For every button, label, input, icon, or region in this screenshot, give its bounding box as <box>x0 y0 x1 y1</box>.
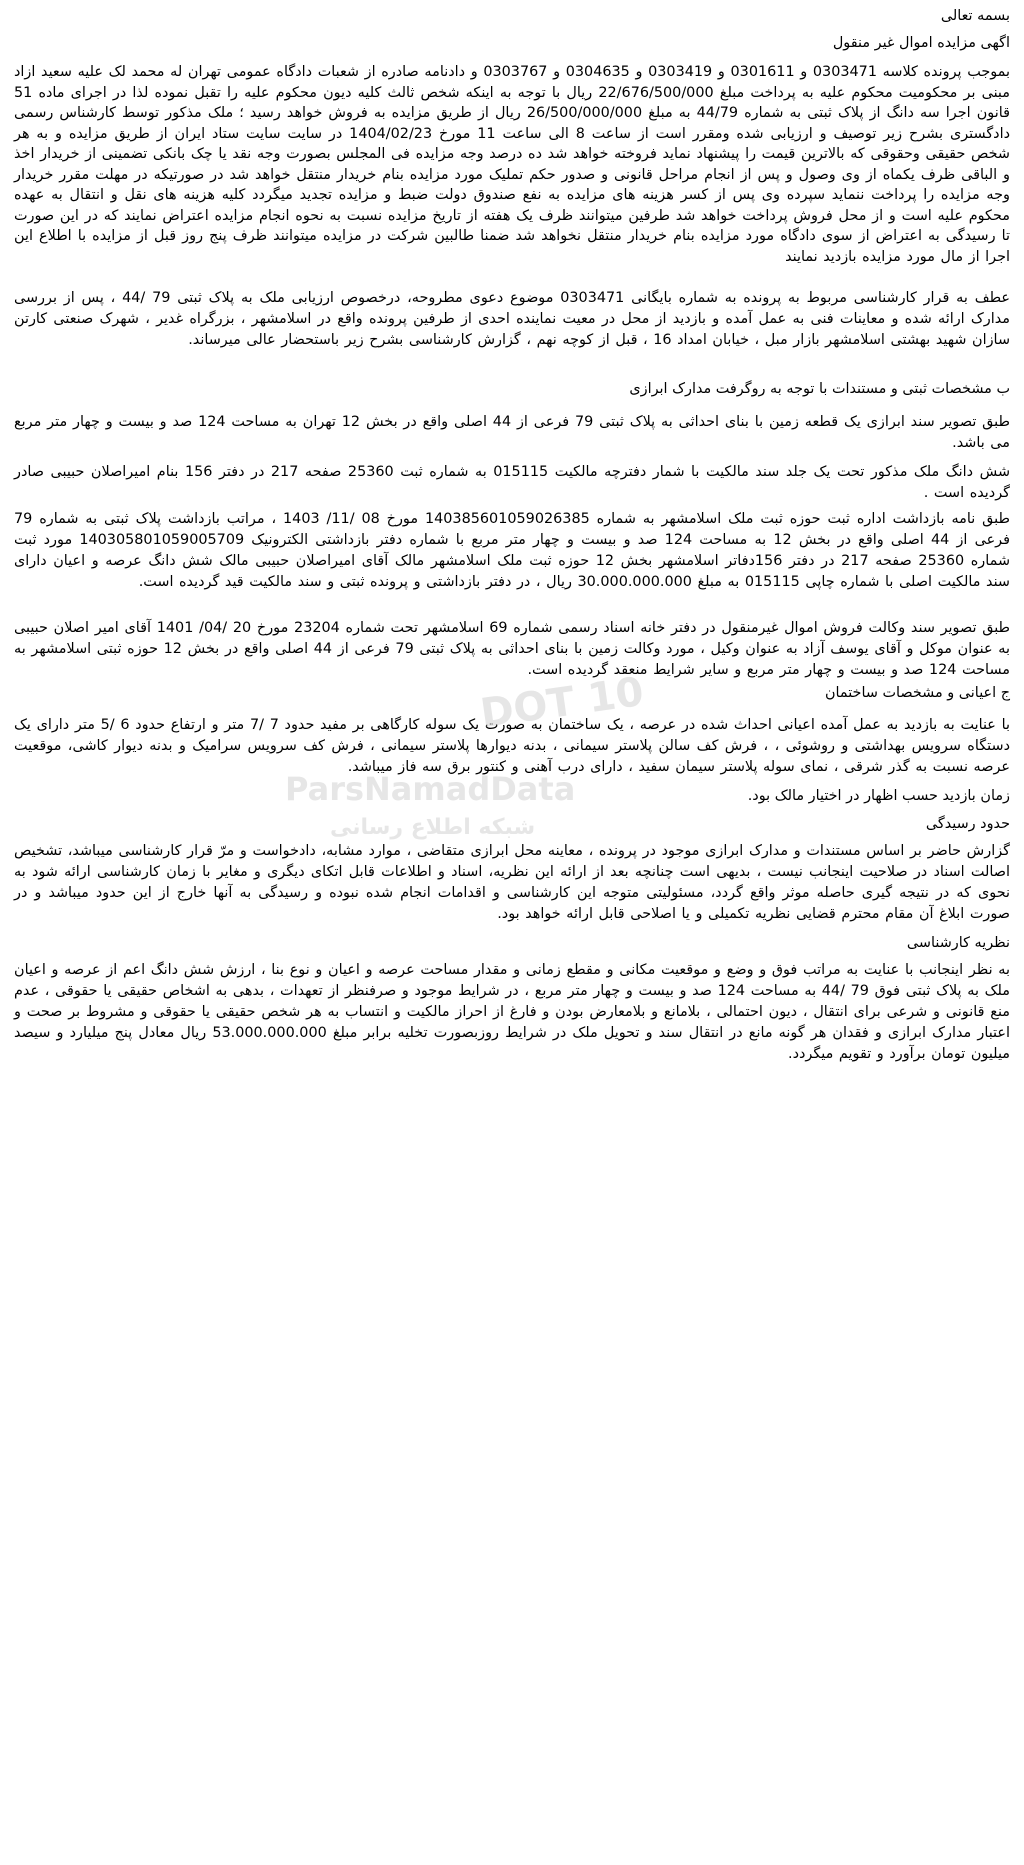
section-b-paragraph-2: شش دانگ ملک مذکور تحت یک جلد سند مالکیت با شمار دفترچه مالکیت 015115 به شماره ثبت 25360 صفحه 217 در دفتر 156 بنام امیراصلان حبیبی صادر گردیده است . <box>14 464 1010 501</box>
section-c-paragraph: با عنایت به بازدید به عمل آمده اعیانی احداث شده در عرصه ، یک ساختمان به صورت یک سوله کارگاهی بر مفید حدود 7 /7 متر و ارتفاع حدود 6 /5 متر دارای یک دستگاه سرویس بهداشتی و روشوئی ، ، فرش کف سالن پلاستر سیمانی ، بدنه دیوارها پلاستر سیمانی ، فرش کف سرویس سرامیک و بدنه دیوار کاشی، موقعیت عرصه نسبت به گذر شرقی ، نمای سوله پلاستر سیمان سفید ، دارای درب آهنی و کنتور برق سه فاز میباشد. <box>14 717 1010 775</box>
scope-paragraph: گزارش حاضر بر اساس مستندات و مدارک ابرازی موجود در پرونده ، معاینه محل ابرازی متقاضی ، موارد مشابه، دادخواست و مرّ قرار کارشناسی میباشد، تشخیص اصالت اسناد در صلاحیت اینجانب نیست ، بدیهی است چنانچه بعد از ارائه این نظریه، اسناد و اطلاعات قابل اتکای دیگری و مغایر با زمان کارشناسی ارائه شود به نحوی که در نتیجه گیری حاصله موثر واقع گردد، مسئولیتی متوجه این کارشناسی و اقدامات انجام شده نبوده و رسیدگی به آنها خارج از این حدود میباشد و در صورت ابلاغ آن مقام محترم قضایی نظریه تکمیلی و یا اصلاحی قابل ارائه خواهد بود. <box>14 843 1010 922</box>
notice-title: اگهی مزایده اموال غیر منقول <box>832 35 1010 51</box>
section-b-paragraph-4: طبق تصویر سند وکالت فروش اموال غیرمنقول در دفتر خانه اسناد رسمی شماره 69 اسلامشهر تحت شماره 23204 مورخ 20 /04/ 1401 آقای امیر اصلان حبیبی به عنوان موکل و آقای یوسف آزاد به عنوان وکیل ، مورد وکالت زمین با بنای احداثی به پلاک ثبتی 79 فرعی از 44 اصلی واقع در بخش 12 حوزه ثبتی اسلامشهر به مساحت 124 صد و بیست و چهار متر مربع و سایر شرایط منعقد گردیده است. <box>14 620 1011 678</box>
watermark-tagline: شبکه اطلاع رسانی <box>330 815 536 840</box>
report-intro-paragraph: عطف به قرار کارشناسی مربوط به پرونده به شماره بایگانی 0303471 موضوع دعوی مطروحه، درخصوص ارزیابی ملک به پلاک ثبتی 79 /44 ، پس از بررسی مدارک ارائه شده و معاینات فنی به عمل آمده و بازدید از محل در معیت نماینده احدی از طرفین پرونده واقع در اسلامشهر ، بزرگراه غدیر ، شهرک صنعتی کارتن سازان شهید بهشتی اسلامشهر بازار مبل ، خیابان امداد 16 ، قبل از کوچه نهم ، گزارش کارشناسی بشرح زیر باستحضار عالی میرساند. <box>14 290 1010 348</box>
watermark-brand: ParsNamadData <box>285 770 576 808</box>
section-b-heading: ب مشخصات ثبتی و مستندات با توجه به روگرفت مدارک ابرازی <box>629 381 1010 397</box>
opinion-heading: نظریه کارشناسی <box>906 935 1010 951</box>
opinion-paragraph: به نظر اینجانب با عنایت به مراتب فوق و وضع و موقعیت مکانی و مقطع زمانی و مقدار مساحت عرصه و اعیان و نوع بنا ، ارزش شش دانگ اعم از عرصه و اعیان ملک به پلاک ثبتی فوق 79 /44 به مساحت 124 صد و بیست و چهار متر مربع ، در شرایط موجود و صرفنظر از تعهدات ، بدهی به اشخاص حقیقی یا حقوقی ، عدم منع قانونی و شرعی برای انتقال ، دیون احتمالی ، بلامانع و بلامعارض بودن و فارغ از احراز مالکیت و انتساب به هر شخص حقیقی یا حقوقی و مشروط بر صحت و اعتبار مدارک ابرازی و فقدان هر گونه مانع در انتقال سند و تحویل ملک در شرایط روزبصورت تخلیه برابر مبلغ 53.000.000.000 ریال معادل پنج میلیارد و سیصد میلیون تومان برآورد و تقویم میگردد. <box>14 962 1010 1062</box>
section-b-paragraph-1: طبق تصویر سند ابرازی یک قطعه زمین با بنای احداثی به پلاک ثبتی 79 فرعی از 44 اصلی واقع در بخش 12 تهران به مساحت 124 صد و بیست و چهار متر مربع می باشد. <box>14 414 1010 451</box>
auction-intro-paragraph: بموجب پرونده کلاسه 0303471 و 0301611 و 0303419 و 0304635 و 0303767 و دادنامه صادره از شعبات دادگاه عمومی تهران له محمد لک علیه سعید ازاد مبنی بر محکومیت محکوم علیه به پرداخت مبلغ 22/676/500/000 ریال با توجه به اینکه شخص ثالث کلیه دیون محکوم علیه را تقبل نموده لذا در اجرای ماده 51 قانون اجرا سه دانگ از پلاک ثبتی به شماره 44/79 به مبلغ 26/500/000/000 ریال از طریق مزایده به فروش خواهد رسید ؛ ملک مذکور توسط کارشناس رسمی دادگستری بشرح زیر توصیف و ارزیابی شده ومقرر است از ساعت 8 الی ساعت 11 مورخ 1404/02/23 در سایت سایت ستاد ایران از طریق مزایده و به هر شخص حقیقی وحقوقی که بالاترین قیمت را پیشنهاد نماید فروخته خواهد شد ده درصد وجه مزایده فی المجلس بصورت وجه نقد یا چک بانکی تضمینی از خریدار اخذ و الباقی ظرف یکماه از وی وصول و پس از انجام مراحل قانونی و صدور حکم تملیک مورد مزایده بنام خریدار منتقل خواهد شد در صورتیکه در مهلت مقرر خریدار وجه مزایده را پرداخت ننماید سپرده وی پس از کسر هزینه های مزایده به نفع صندوق دولت ضبط و مزایده تجدید میگردد کلیه هزینه های نقل و انتقال به عهده محکوم علیه است و از محل فروش پرداخت خواهد شد طرفین میتوانند ظرف یک هفته از تاریخ مزایده نسبت به نحوه انجام مزایده اعتراض نمایند که در این صورت تا رسیدگی به اعتراض از سوی دادگاه مورد مزایده بنام خریدار منتقل نخواهد شد ضمنا طالبین شرکت در مزایده میتوانند ظرف پنج روز قبل از مزایده با اطلاع این اجرا از مال مورد مزایده بازدید نمایند <box>14 64 1010 265</box>
scope-heading: حدود رسیدگی <box>925 816 1010 832</box>
basmala: بسمه تعالی <box>940 8 1010 24</box>
watermark-logo-mark: DOT 10 <box>477 668 647 738</box>
visit-note: زمان بازدید حسب اظهار در اختیار مالک بود. <box>747 788 1010 804</box>
section-b-paragraph-3: طبق نامه بازداشت اداره ثبت حوزه ثبت ملک اسلامشهر به شماره 140385601059026385 مورخ 08 /11/ 1403 ، مراتب بازداشت پلاک ثبتی به شماره 79 فرعی از 44 اصلی واقع در بخش 12 به مساحت 124 صد و بیست و چهار متر مربع با شماره دفتر بازداشتی الکترونیک 140305801059005709 مورد ثبت شماره 25360 صفحه 217 در دفتر 156دفاتر اسلامشهر بخش 12 حوزه ثبت ملک اسلامشهر مالک آقای امیراصلان حبیبی مالک شش دانگ عرصه و اعیان دارای سند مالکیت اصلی با شماره چاپی 015115 به مبلغ 30.000.000.000 ریال ، در دفتر بازداشتی و پرونده ثبتی و سند مالکیت قید گردیده است. <box>14 511 1011 590</box>
section-c-heading: ج اعیانی و مشخصات ساختمان <box>824 685 1010 701</box>
